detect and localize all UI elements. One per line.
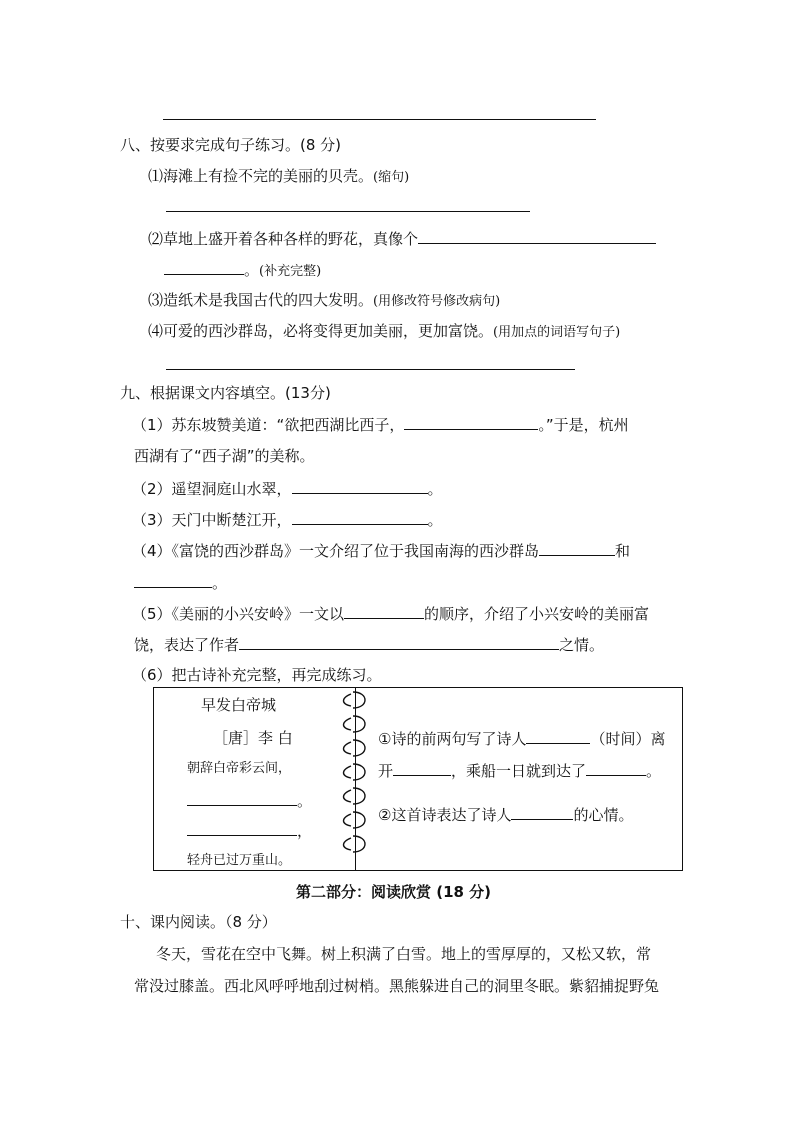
poem-blank-3[interactable] <box>187 820 297 836</box>
poem-line-2 <box>187 790 312 811</box>
part2-title: 第二部分：阅读欣赏 (18 分) <box>296 883 492 901</box>
q10-title: 十、课内阅读。（8 分） <box>120 913 277 931</box>
poem-ex1-b: （时间）离 <box>590 730 666 748</box>
poem-blank-ex1a[interactable] <box>526 728 590 744</box>
q8-item-3 <box>148 290 500 312</box>
q9-item-5-cont <box>134 634 604 655</box>
poem-line-1: 朝辞白帝彩云间， <box>187 761 292 776</box>
poem-line-3 <box>187 820 312 841</box>
q9-item-3 <box>132 509 443 530</box>
q9-item-5-a: （5）《美丽的小兴安岭》一文以 <box>132 605 345 623</box>
poem-title: 早发白帝城 <box>201 696 277 714</box>
poem-ex1-d: ，乘船一日就到达了 <box>451 762 587 780</box>
q8-answer-line-1[interactable] <box>166 211 530 212</box>
poem-ex2-b: 的心情。 <box>573 806 634 824</box>
q9-item-3-a: （3）天门中断楚江开， <box>132 511 292 529</box>
q9-blank-5a[interactable] <box>344 603 424 619</box>
poem-line-3-tail: ， <box>297 822 313 840</box>
q8-item-2-note: (补充完整) <box>259 264 322 279</box>
q8-item-4-note: (用加点的词语写句子) <box>493 325 621 340</box>
q9-item-2-b: 。 <box>427 480 443 498</box>
poem-author: ［唐］李 白 <box>213 729 293 747</box>
q8-item-2-text: ⑵草地上盛开着各种各样的野花，真像个 <box>148 230 419 248</box>
q8-item-4-text: ⑷可爱的西沙群岛，必将变得更加美丽，更加富饶。 <box>148 322 494 340</box>
poem-exercise-1-cont <box>378 760 661 781</box>
q9-blank-4b[interactable] <box>134 572 212 588</box>
poem-blank-ex2[interactable] <box>511 804 573 820</box>
q9-item-5-b: 的顺序，介绍了小兴安岭的美丽富 <box>424 605 650 623</box>
q10-paragraph-line-1: 冬天，雪花在空中飞舞。树上积满了白雪。地上的雪厚厚的，又松又软，常 <box>156 945 652 963</box>
poem-blank-ex1b[interactable] <box>393 760 451 776</box>
q8-item-2 <box>148 228 656 249</box>
q9-item-4-b: 和 <box>615 542 631 560</box>
poem-line-4: 轻舟已过万重山。 <box>187 853 292 868</box>
q9-item-5 <box>132 603 649 624</box>
q9-item-4-c: 。 <box>212 574 228 592</box>
q9-item-1-cont: 西湖有了“西子湖”的美称。 <box>134 447 315 465</box>
q8-item-1-text: ⑴海滩上有捡不完的美丽的贝壳。 <box>148 167 374 185</box>
q9-item-5-c: 饶，表达了作者 <box>134 636 240 654</box>
spiral-rings <box>344 692 366 852</box>
q9-item-1-b: 。”于是，杭州 <box>538 416 629 434</box>
poem-exercise-1 <box>378 728 665 749</box>
q9-item-6: （6）把古诗补充完整，再完成练习。 <box>132 666 382 684</box>
poem-ex1-e: 。 <box>646 762 662 780</box>
q9-item-1-a: （1）苏东坡赞美道：“欲把西湖比西子， <box>132 416 405 434</box>
q9-item-2 <box>132 478 443 499</box>
q8-item-2-tail: 。 <box>244 261 260 279</box>
q8-item-3-text: ⑶造纸术是我国古代的四大发明。 <box>148 291 374 309</box>
spiral-binding-icon <box>335 688 375 872</box>
q9-blank-3[interactable] <box>292 509 428 525</box>
q9-blank-2[interactable] <box>292 478 428 494</box>
q9-item-4 <box>132 540 630 561</box>
poem-line-2-tail: 。 <box>297 792 313 810</box>
q9-item-4-a: （4）《富饶的西沙群岛》一文介绍了位于我国南海的西沙群岛 <box>132 542 540 560</box>
q8-item-1 <box>148 166 409 188</box>
q8-title: 八、按要求完成句子练习。(8 分) <box>120 136 342 154</box>
poem-ex1-a: ①诗的前两句写了诗人 <box>378 730 527 748</box>
q9-item-4-cont <box>134 572 227 593</box>
poem-blank-2[interactable] <box>187 790 297 806</box>
q8-item-1-note: (缩句) <box>373 170 410 185</box>
q9-item-2-a: （2）遥望洞庭山水翠， <box>132 480 292 498</box>
q9-item-5-d: 之情。 <box>559 636 605 654</box>
q9-blank-4a[interactable] <box>539 540 615 556</box>
q9-title: 九、根据课文内容填空。(13分) <box>120 384 331 402</box>
q10-paragraph-line-2: 常没过膝盖。西北风呼呼地刮过树梢。黑熊躲进自己的洞里冬眠。紫貂捕捉野兔 <box>134 977 660 995</box>
q9-blank-5b[interactable] <box>239 634 559 650</box>
q8-blank-2a[interactable] <box>418 228 656 244</box>
q9-item-1 <box>132 414 629 435</box>
answer-line-top[interactable] <box>163 119 596 120</box>
q8-answer-line-4[interactable] <box>166 369 575 370</box>
q8-item-3-note: (用修改符号修改病句) <box>373 294 501 309</box>
poem-ex2-a: ②这首诗表达了诗人 <box>378 806 512 824</box>
q8-item-2-cont <box>164 259 321 282</box>
q8-blank-2b[interactable] <box>164 259 244 275</box>
q9-blank-1[interactable] <box>404 414 538 430</box>
q9-item-3-b: 。 <box>427 511 443 529</box>
poem-blank-ex1c[interactable] <box>586 760 646 776</box>
poem-ex1-c: 开 <box>378 762 394 780</box>
poem-exercise-2 <box>378 804 633 825</box>
q8-item-4 <box>148 321 620 343</box>
